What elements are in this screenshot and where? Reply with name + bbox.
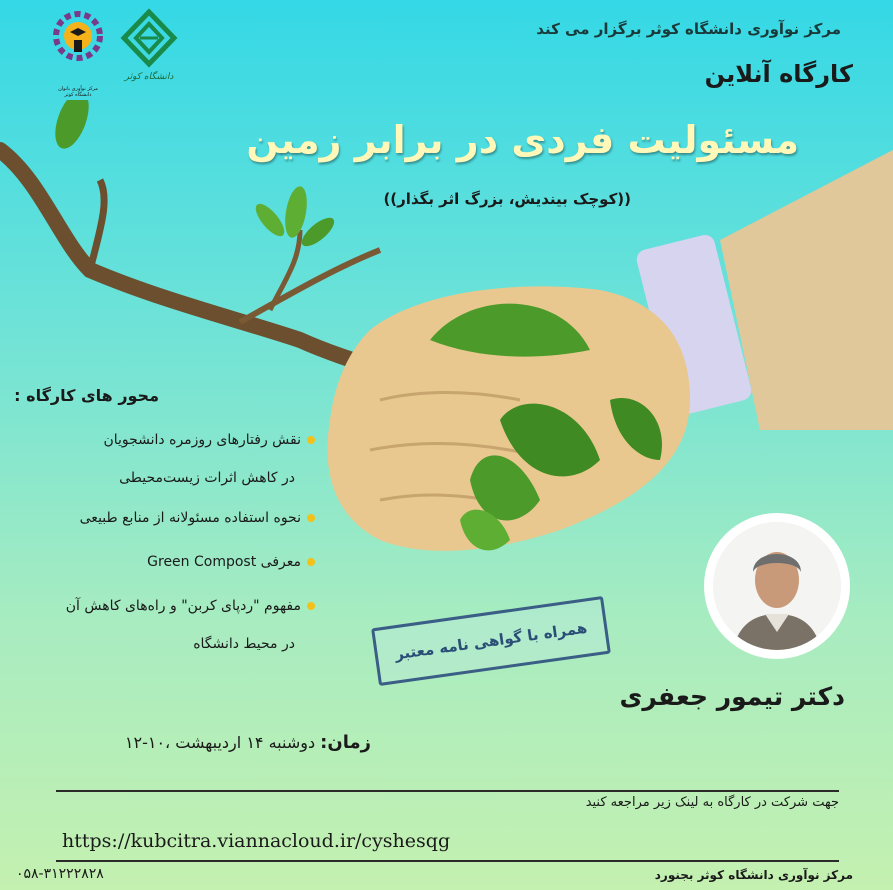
university-logo-icon <box>120 8 178 98</box>
topic-item <box>66 598 315 614</box>
divider <box>56 860 839 862</box>
topic-text: معرفی Green Compost <box>147 554 301 570</box>
bullet-icon <box>307 436 315 444</box>
topic-continuation: در محیط دانشگاه <box>193 636 295 652</box>
time-value: دوشنبه ۱۴ اردیبهشت ،۱۰-۱۲ <box>124 733 316 752</box>
divider <box>56 790 839 792</box>
topic-text: نحوه استفاده مسئولانه از منابع طبیعی <box>79 510 301 526</box>
footer-organizer: مرکز نوآوری دانشگاه کوثر بجنورد <box>654 868 853 882</box>
topics-heading: محور های کارگاه : <box>14 386 159 405</box>
workshop-subtitle: کارگاه آنلاین <box>704 60 853 88</box>
time-label: زمان: <box>320 732 371 753</box>
topic-item <box>147 554 315 570</box>
workshop-time <box>125 732 371 753</box>
bullet-icon <box>307 558 315 566</box>
topic-item <box>103 432 315 448</box>
topic-continuation: در کاهش اثرات زیست‌محیطی <box>119 470 295 486</box>
registration-text: جهت شرکت در کارگاه به لینک زیر مراجعه کنید <box>585 795 839 810</box>
workshop-title: مسئولیت فردی در برابر زمین <box>246 118 799 162</box>
registration-link[interactable]: https://kubcitra.viannacloud.ir/cyshesqg <box>62 830 451 852</box>
university-logo-caption: دانشگاه کوثر <box>124 72 174 82</box>
certificate-stamp: همراه با گواهی نامه معتبر <box>371 596 611 686</box>
innovation-center-logo-icon <box>52 10 104 98</box>
topic-text: نقش رفتارهای روزمره دانشجویان <box>103 432 301 448</box>
speaker-photo <box>704 513 850 659</box>
innovation-logo-caption: مرکز نوآوری بانوان دانشگاه کوثر <box>58 86 98 98</box>
topic-item <box>80 510 315 526</box>
bullet-icon <box>307 602 315 610</box>
speaker-name: دکتر تیمور جعفری <box>619 682 845 711</box>
phone-number: ۰۵۸-۳۱۲۲۲۸۲۸ <box>16 866 104 882</box>
workshop-slogan: ((کوچک بیندیش، بزرگ اثر بگذار)) <box>383 190 631 208</box>
speaker-portrait-icon <box>713 522 841 650</box>
topic-text: مفهوم "ردپای کربن" و راه‌های کاهش آن <box>65 598 301 614</box>
organizer-text: مرکز نوآوری دانشگاه کوثر برگزار می کند <box>536 20 841 38</box>
bullet-icon <box>307 514 315 522</box>
